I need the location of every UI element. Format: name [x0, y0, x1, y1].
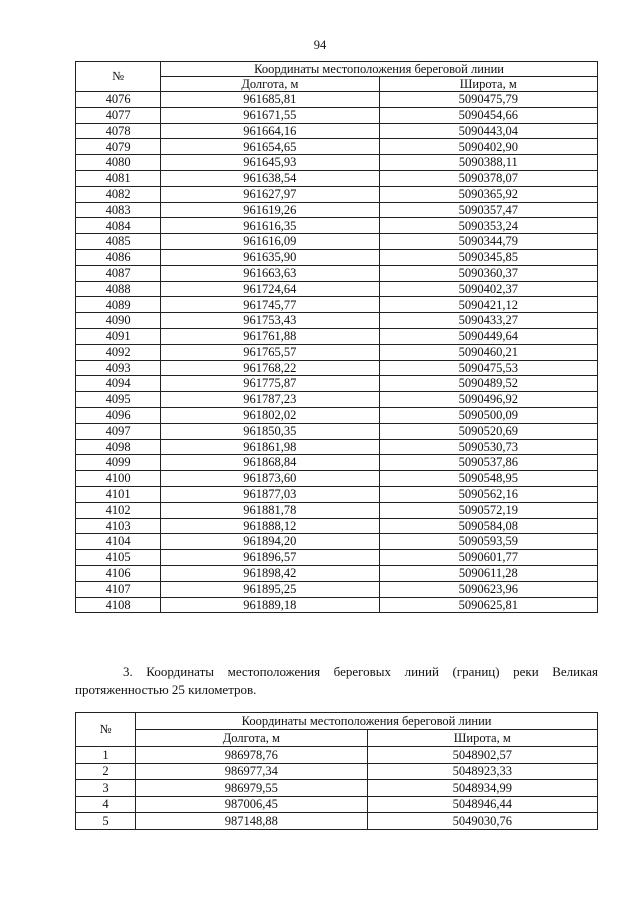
paragraph-line-2: протяженностью 25 километров.	[75, 682, 257, 697]
longitude-cell: 986978,76	[136, 747, 367, 764]
latitude-cell: 5090433,27	[379, 313, 597, 329]
row-number-cell: 4087	[76, 265, 161, 281]
latitude-cell: 5090496,92	[379, 392, 597, 408]
row-number-cell: 4090	[76, 313, 161, 329]
longitude-cell: 961664,16	[161, 123, 379, 139]
section-paragraph	[75, 663, 598, 699]
row-number-cell: 4080	[76, 155, 161, 171]
table-row	[76, 328, 598, 344]
table-body	[76, 92, 598, 613]
row-number-cell: 4103	[76, 518, 161, 534]
row-number-cell: 4	[76, 796, 136, 813]
longitude-cell: 961635,90	[161, 249, 379, 265]
row-number-cell: 5	[76, 813, 136, 830]
longitude-cell: 961619,26	[161, 202, 379, 218]
latitude-cell: 5048902,57	[367, 747, 597, 764]
column-group-header: Координаты местоположения береговой линии	[161, 62, 598, 77]
table-row	[76, 297, 598, 313]
table-row	[76, 218, 598, 234]
longitude-cell: 961671,55	[161, 107, 379, 123]
table-row	[76, 763, 598, 780]
row-number-cell: 4089	[76, 297, 161, 313]
longitude-cell: 987148,88	[136, 813, 367, 830]
table-row	[76, 597, 598, 613]
latitude-cell: 5090365,92	[379, 186, 597, 202]
table-row	[76, 502, 598, 518]
table-row	[76, 313, 598, 329]
table-row	[76, 155, 598, 171]
row-number-cell: 2	[76, 763, 136, 780]
latitude-cell: 5090584,08	[379, 518, 597, 534]
longitude-cell: 961868,84	[161, 455, 379, 471]
longitude-cell: 961685,81	[161, 92, 379, 108]
longitude-cell: 961802,02	[161, 407, 379, 423]
table-row	[76, 439, 598, 455]
table-row	[76, 281, 598, 297]
latitude-cell: 5090537,86	[379, 455, 597, 471]
latitude-cell: 5090530,73	[379, 439, 597, 455]
table-row	[76, 392, 598, 408]
coordinates-table-2	[75, 712, 598, 830]
row-number-cell: 4076	[76, 92, 161, 108]
table-row	[76, 423, 598, 439]
longitude-cell: 961616,35	[161, 218, 379, 234]
row-number-cell: 4108	[76, 597, 161, 613]
row-number-cell: 4084	[76, 218, 161, 234]
latitude-cell: 5049030,76	[367, 813, 597, 830]
latitude-cell: 5048923,33	[367, 763, 597, 780]
latitude-cell: 5090357,47	[379, 202, 597, 218]
latitude-cell: 5090623,96	[379, 581, 597, 597]
column-header-latitude: Широта, м	[367, 730, 597, 747]
row-number-cell: 3	[76, 780, 136, 797]
latitude-cell: 5090402,90	[379, 139, 597, 155]
longitude-cell: 961768,22	[161, 360, 379, 376]
latitude-cell: 5090475,79	[379, 92, 597, 108]
table-row	[76, 344, 598, 360]
row-number-cell: 4104	[76, 534, 161, 550]
table-row	[76, 170, 598, 186]
coordinates-table-1	[75, 61, 598, 613]
row-number-cell: 4092	[76, 344, 161, 360]
table-row	[76, 123, 598, 139]
table-row	[76, 92, 598, 108]
row-number-cell: 4081	[76, 170, 161, 186]
latitude-cell: 5090388,11	[379, 155, 597, 171]
longitude-cell: 961765,57	[161, 344, 379, 360]
table-row	[76, 518, 598, 534]
latitude-cell: 5090344,79	[379, 234, 597, 250]
longitude-cell: 961898,42	[161, 565, 379, 581]
longitude-cell: 961724,64	[161, 281, 379, 297]
row-number-cell: 4099	[76, 455, 161, 471]
table-row	[76, 139, 598, 155]
latitude-cell: 5090378,07	[379, 170, 597, 186]
paragraph-line-1: 3. Координаты местоположения береговых линий (границ) реки Великая	[123, 664, 598, 679]
latitude-cell: 5090601,77	[379, 550, 597, 566]
longitude-cell: 961888,12	[161, 518, 379, 534]
longitude-cell: 961877,03	[161, 486, 379, 502]
column-header-longitude: Долгота, м	[161, 77, 379, 92]
longitude-cell: 961654,65	[161, 139, 379, 155]
column-group-header: Координаты местоположения береговой линии	[136, 713, 598, 730]
longitude-cell: 961638,54	[161, 170, 379, 186]
row-number-cell: 4101	[76, 486, 161, 502]
latitude-cell: 5090402,37	[379, 281, 597, 297]
table-row	[76, 107, 598, 123]
table-row	[76, 534, 598, 550]
longitude-cell: 961881,78	[161, 502, 379, 518]
row-number-cell: 4077	[76, 107, 161, 123]
table-row	[76, 249, 598, 265]
longitude-cell: 961627,97	[161, 186, 379, 202]
longitude-cell: 961896,57	[161, 550, 379, 566]
row-number-cell: 4085	[76, 234, 161, 250]
page-number: 94	[313, 38, 327, 52]
longitude-cell: 961745,77	[161, 297, 379, 313]
table-row	[76, 581, 598, 597]
latitude-cell: 5090562,16	[379, 486, 597, 502]
column-header-number: №	[76, 62, 161, 92]
column-header-longitude: Долгота, м	[136, 730, 367, 747]
latitude-cell: 5090548,95	[379, 471, 597, 487]
table-row	[76, 747, 598, 764]
longitude-cell: 961850,35	[161, 423, 379, 439]
latitude-cell: 5090500,09	[379, 407, 597, 423]
latitude-cell: 5090489,52	[379, 376, 597, 392]
latitude-cell: 5090572,19	[379, 502, 597, 518]
table-row	[76, 471, 598, 487]
latitude-cell: 5090443,04	[379, 123, 597, 139]
longitude-cell: 961889,18	[161, 597, 379, 613]
latitude-cell: 5090449,64	[379, 328, 597, 344]
row-number-cell: 4106	[76, 565, 161, 581]
row-number-cell: 4105	[76, 550, 161, 566]
longitude-cell: 961775,87	[161, 376, 379, 392]
table-row	[76, 455, 598, 471]
longitude-cell: 961663,63	[161, 265, 379, 281]
longitude-cell: 961894,20	[161, 534, 379, 550]
table-row	[76, 796, 598, 813]
latitude-cell: 5090345,85	[379, 249, 597, 265]
latitude-cell: 5090353,24	[379, 218, 597, 234]
table-row	[76, 234, 598, 250]
table-row	[76, 486, 598, 502]
table-body	[76, 747, 598, 830]
row-number-cell: 4079	[76, 139, 161, 155]
table-row	[76, 407, 598, 423]
row-number-cell: 4096	[76, 407, 161, 423]
table-row	[76, 565, 598, 581]
latitude-cell: 5048934,99	[367, 780, 597, 797]
table-row	[76, 202, 598, 218]
longitude-cell: 961787,23	[161, 392, 379, 408]
row-number-cell: 4083	[76, 202, 161, 218]
column-header-latitude: Широта, м	[379, 77, 597, 92]
longitude-cell: 961753,43	[161, 313, 379, 329]
table-row	[76, 780, 598, 797]
table-row	[76, 376, 598, 392]
table-row	[76, 186, 598, 202]
row-number-cell: 4091	[76, 328, 161, 344]
table-row	[76, 360, 598, 376]
longitude-cell: 961873,60	[161, 471, 379, 487]
longitude-cell: 986977,34	[136, 763, 367, 780]
latitude-cell: 5048946,44	[367, 796, 597, 813]
longitude-cell: 961761,88	[161, 328, 379, 344]
latitude-cell: 5090520,69	[379, 423, 597, 439]
longitude-cell: 987006,45	[136, 796, 367, 813]
row-number-cell: 4086	[76, 249, 161, 265]
latitude-cell: 5090593,59	[379, 534, 597, 550]
longitude-cell: 961861,98	[161, 439, 379, 455]
table-row	[76, 265, 598, 281]
latitude-cell: 5090460,21	[379, 344, 597, 360]
latitude-cell: 5090421,12	[379, 297, 597, 313]
latitude-cell: 5090454,66	[379, 107, 597, 123]
longitude-cell: 961645,93	[161, 155, 379, 171]
row-number-cell: 4093	[76, 360, 161, 376]
latitude-cell: 5090360,37	[379, 265, 597, 281]
row-number-cell: 4107	[76, 581, 161, 597]
latitude-cell: 5090611,28	[379, 565, 597, 581]
longitude-cell: 961895,25	[161, 581, 379, 597]
table-row	[76, 813, 598, 830]
row-number-cell: 4097	[76, 423, 161, 439]
row-number-cell: 4078	[76, 123, 161, 139]
row-number-cell: 4102	[76, 502, 161, 518]
longitude-cell: 961616,09	[161, 234, 379, 250]
longitude-cell: 986979,55	[136, 780, 367, 797]
table-row	[76, 550, 598, 566]
row-number-cell: 4082	[76, 186, 161, 202]
row-number-cell: 4100	[76, 471, 161, 487]
row-number-cell: 4098	[76, 439, 161, 455]
latitude-cell: 5090475,53	[379, 360, 597, 376]
column-header-number: №	[76, 713, 136, 747]
row-number-cell: 1	[76, 747, 136, 764]
latitude-cell: 5090625,81	[379, 597, 597, 613]
row-number-cell: 4094	[76, 376, 161, 392]
row-number-cell: 4088	[76, 281, 161, 297]
row-number-cell: 4095	[76, 392, 161, 408]
